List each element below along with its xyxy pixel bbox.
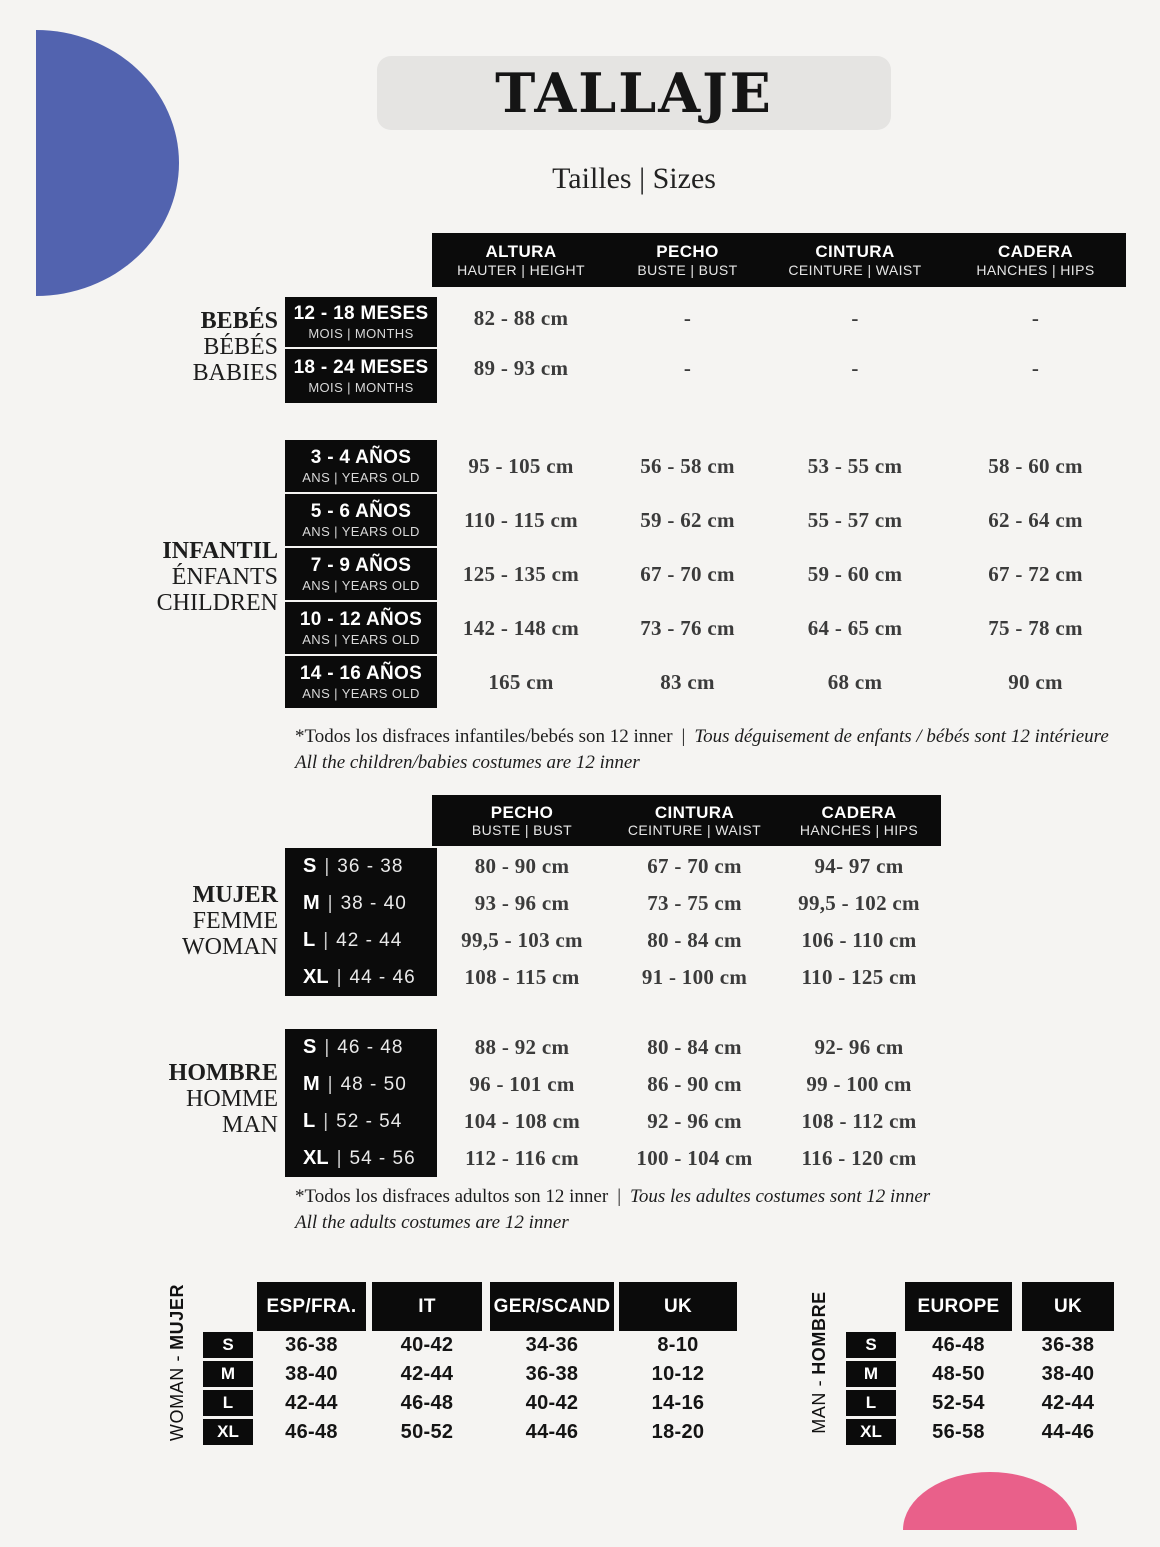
kids-footnote-es: *Todos los disfraces infantiles/bebés son 12 inner: [295, 726, 673, 747]
size-badge-l: L: [846, 1390, 896, 1416]
header-waist-fr-en: CEINTURE | WAIST: [627, 822, 762, 839]
conversion-cell: 38-40: [285, 1362, 338, 1385]
babies-label-es: BEBÉS: [200, 308, 278, 334]
conversion-cell: 40-42: [400, 1333, 454, 1356]
age-range-sub: MOIS | MONTHS: [308, 379, 414, 395]
waist-cell: -: [851, 355, 859, 380]
hips-cell: 94- 97 cm: [814, 854, 904, 878]
age-range: 10 - 12 AÑOS: [299, 608, 423, 630]
size-letter: XL: [303, 966, 329, 988]
header-hips-fr-en: HANCHES | HIPS: [976, 261, 1095, 278]
adult-footnote-en: All the adults costumes are 12 inner: [295, 1212, 569, 1233]
conversion-cell: 36-38: [285, 1333, 338, 1356]
babies-group-label: [40, 308, 278, 386]
size-range: 38 - 40: [340, 892, 407, 914]
height-cell: 165 cm: [488, 669, 554, 694]
table-row-children-3: [432, 560, 1126, 588]
hips-cell: 58 - 60 cm: [988, 453, 1083, 478]
conversion-cell: 48-50: [932, 1362, 985, 1385]
size-range: 46 - 48: [337, 1036, 404, 1058]
table-row-children-1: [432, 452, 1126, 480]
age-range: 3 - 4 AÑOS: [310, 446, 412, 468]
header-hips: [945, 242, 1126, 278]
waist-cell: 86 - 90 cm: [647, 1072, 742, 1096]
waist-cell: 100 - 104 cm: [636, 1146, 753, 1170]
header-hips-es: CADERA: [821, 802, 897, 822]
age-range-sub: ANS | YEARS OLD: [302, 523, 420, 539]
kids-footnote-fr: Tous déguisement de enfants / bébés sont 12 intérieure: [694, 726, 1109, 747]
size-row-s: [285, 848, 437, 885]
age-range: 7 - 9 AÑOS: [310, 554, 412, 576]
conversion-cell: 42-44: [1041, 1391, 1095, 1414]
header-hips: [777, 803, 941, 839]
babies-label-fr: BÉBÉS: [203, 334, 278, 360]
vertical-label-bold: HOMBRE: [808, 1290, 829, 1375]
size-row-m: [285, 1066, 437, 1103]
header-waist-es: CINTURA: [654, 802, 735, 822]
header-hips-fr-en: HANCHES | HIPS: [799, 822, 919, 839]
conversion-cell: 42-44: [400, 1362, 454, 1385]
children-label-en: CHILDREN: [156, 590, 278, 616]
size-range: 54 - 56: [349, 1147, 416, 1169]
children-group-label: [40, 538, 278, 616]
size-badge-m: M: [203, 1361, 253, 1387]
chest-cell: 93 - 96 cm: [474, 891, 570, 915]
height-cell: 142 - 148 cm: [462, 615, 580, 640]
height-cell: 82 - 88 cm: [473, 305, 569, 330]
chest-cell: 59 - 62 cm: [640, 507, 735, 532]
age-range-sub: ANS | YEARS OLD: [302, 469, 420, 485]
pink-half-circle-decoration: [903, 1472, 1077, 1530]
age-range-sub: ANS | YEARS OLD: [302, 631, 420, 647]
size-badge-l: L: [203, 1390, 253, 1416]
women-label-fr: FEMME: [192, 908, 278, 934]
size-separator: |: [324, 855, 330, 877]
chest-cell: 73 - 76 cm: [640, 615, 735, 640]
vertical-label-text: [168, 1283, 189, 1440]
size-separator: |: [324, 1036, 330, 1058]
conversion-header-uk: UK: [1022, 1282, 1114, 1331]
woman-conversion-vertical-label: [150, 1281, 206, 1443]
age-box-12-18-months: [285, 297, 437, 347]
hips-cell: 67 - 72 cm: [988, 561, 1083, 586]
men-label-en: MAN: [221, 1112, 278, 1138]
age-box-18-24-months: [285, 349, 437, 403]
chest-cell: 99,5 - 103 cm: [461, 928, 583, 952]
size-letter: L: [303, 1110, 316, 1132]
conversion-cell: 36-38: [1041, 1333, 1095, 1356]
conversion-cell: 36-38: [525, 1362, 579, 1385]
size-range: 36 - 38: [337, 855, 404, 877]
size-letter: M: [303, 892, 320, 914]
size-range: 52 - 54: [336, 1110, 403, 1132]
conversion-cell: 14-16: [651, 1391, 705, 1414]
hips-cell: 75 - 78 cm: [988, 615, 1083, 640]
hips-cell: 92- 96 cm: [814, 1035, 904, 1059]
table-row-women-l: [432, 927, 941, 954]
chest-cell: 112 - 116 cm: [465, 1146, 579, 1170]
size-separator: |: [323, 1110, 329, 1132]
men-group-label: [40, 1060, 278, 1138]
age-box-7-9-years: [285, 548, 437, 600]
table-row-babies-1: [432, 304, 1126, 332]
hips-cell: 99,5 - 102 cm: [798, 891, 920, 915]
age-range-sub: MOIS | MONTHS: [308, 325, 414, 341]
age-range: 5 - 6 AÑOS: [310, 500, 412, 522]
size-separator: |: [327, 1073, 333, 1095]
title-banner: [377, 56, 891, 130]
chest-cell: -: [683, 305, 692, 330]
size-letter: XL: [303, 1147, 329, 1169]
size-letter: S: [303, 855, 317, 877]
height-cell: 125 - 135 cm: [462, 561, 580, 586]
children-label-fr: ÉNFANTS: [171, 564, 278, 590]
header-chest: [610, 242, 765, 278]
size-range: 48 - 50: [340, 1073, 407, 1095]
height-cell: 110 - 115 cm: [464, 507, 578, 532]
table-row-women-m: [432, 890, 941, 917]
age-box-14-16-years: [285, 656, 437, 708]
table-row-men-l: [432, 1108, 941, 1135]
header-height: [432, 242, 610, 278]
adult-footnote-line1: [295, 1184, 930, 1210]
height-cell: 95 - 105 cm: [468, 453, 574, 478]
waist-cell: 67 - 70 cm: [647, 854, 742, 878]
conversion-cell: 34-36: [525, 1333, 579, 1356]
header-waist: [612, 803, 777, 839]
waist-cell: -: [851, 305, 859, 330]
conversion-cell: 44-46: [525, 1420, 579, 1443]
conversion-cell: 42-44: [285, 1391, 338, 1414]
header-chest-es: PECHO: [656, 242, 719, 262]
header-hips-es: CADERA: [997, 242, 1074, 262]
age-box-10-12-years: [285, 602, 437, 654]
header-waist-fr-en: CEINTURE | WAIST: [788, 261, 922, 278]
conversion-cell: 46-48: [285, 1420, 338, 1443]
table-row-children-4: [432, 614, 1126, 642]
conversion-cell: 40-42: [525, 1391, 579, 1414]
women-size-box: [285, 848, 437, 996]
size-row-s: [285, 1029, 437, 1066]
babies-label-en: BABIES: [192, 360, 278, 386]
age-range: 18 - 24 MESES: [293, 356, 429, 378]
women-label-es: MUJER: [192, 882, 278, 908]
hips-cell: 116 - 120 cm: [801, 1146, 917, 1170]
waist-cell: 59 - 60 cm: [807, 561, 903, 586]
size-letter: M: [303, 1073, 320, 1095]
chest-cell: 80 - 90 cm: [474, 854, 570, 878]
age-range-sub: ANS | YEARS OLD: [302, 685, 420, 701]
waist-cell: 91 - 100 cm: [641, 965, 748, 989]
hips-cell: 90 cm: [1008, 669, 1063, 694]
footnote-separator: |: [617, 1186, 621, 1207]
header-chest: [432, 803, 612, 839]
conversion-cell: 18-20: [651, 1420, 705, 1443]
adult-footnote: [295, 1184, 930, 1236]
size-badge-s: S: [203, 1332, 253, 1358]
age-range: 12 - 18 MESES: [293, 302, 429, 324]
size-row-l: [285, 922, 437, 959]
man-conversion-vertical-label: [791, 1281, 847, 1443]
waist-cell: 73 - 75 cm: [647, 891, 742, 915]
chest-cell: 83 cm: [660, 669, 715, 694]
hips-cell: 62 - 64 cm: [988, 507, 1083, 532]
header-chest-fr-en: BUSTE | BUST: [471, 822, 573, 839]
conversion-cell: 46-48: [400, 1391, 454, 1414]
conversion-header-it: IT: [372, 1282, 482, 1331]
page-title: TALLAJE: [495, 61, 773, 125]
height-cell: 89 - 93 cm: [473, 355, 569, 380]
table-row-children-2: [432, 506, 1126, 534]
size-row-m: [285, 885, 437, 922]
size-range: 44 - 46: [349, 966, 416, 988]
waist-cell: 55 - 57 cm: [807, 507, 903, 532]
header-height-es: ALTURA: [485, 242, 557, 262]
kids-footnote-en: All the children/babies costumes are 12 inner: [295, 752, 640, 773]
waist-cell: 80 - 84 cm: [647, 1035, 742, 1059]
waist-cell: 53 - 55 cm: [807, 453, 903, 478]
women-label-en: WOMAN: [182, 934, 278, 960]
adult-table-header: [432, 795, 941, 846]
conversion-cell: 46-48: [932, 1333, 985, 1356]
size-letter: L: [303, 929, 316, 951]
age-box-3-4-years: [285, 440, 437, 492]
vertical-label-bold: MUJER: [167, 1283, 188, 1350]
chest-cell: 56 - 58 cm: [640, 453, 735, 478]
conversion-header-europe: EUROPE: [905, 1282, 1012, 1331]
age-range: 14 - 16 AÑOS: [299, 662, 423, 684]
age-box-5-6-years: [285, 494, 437, 546]
waist-cell: 80 - 84 cm: [647, 928, 742, 952]
chest-cell: 108 - 115 cm: [464, 965, 580, 989]
women-group-label: [40, 882, 278, 960]
table-row-men-xl: [432, 1145, 941, 1172]
waist-cell: 68 cm: [827, 669, 883, 694]
age-range-sub: ANS | YEARS OLD: [302, 577, 420, 593]
size-row-xl: [285, 1140, 437, 1177]
children-label-es: INFANTIL: [162, 538, 278, 564]
conversion-cell: 8-10: [657, 1333, 699, 1356]
size-badge-xl: XL: [846, 1419, 896, 1445]
table-row-men-s: [432, 1034, 941, 1061]
chest-cell: 104 - 108 cm: [463, 1109, 581, 1133]
kids-footnote: [295, 724, 1109, 776]
waist-cell: 64 - 65 cm: [807, 615, 903, 640]
table-row-women-s: [432, 853, 941, 880]
adult-footnote-fr: Tous les adultes costumes sont 12 inner: [630, 1186, 931, 1207]
chest-cell: 67 - 70 cm: [640, 561, 735, 586]
kids-footnote-line1: [295, 724, 1109, 750]
table-row-men-m: [432, 1071, 941, 1098]
size-separator: |: [323, 929, 329, 951]
size-separator: |: [336, 1147, 342, 1169]
size-range: 42 - 44: [336, 929, 403, 951]
conversion-cell: 56-58: [932, 1420, 985, 1443]
conversion-header-ger-scand: GER/SCAND: [490, 1282, 614, 1331]
hips-cell: 106 - 110 cm: [801, 928, 917, 952]
men-label-es: HOMBRE: [168, 1060, 278, 1086]
size-separator: |: [327, 892, 333, 914]
hips-cell: 110 - 125 cm: [801, 965, 917, 989]
conversion-header-uk: UK: [619, 1282, 737, 1331]
conversion-cell: 50-52: [400, 1420, 454, 1443]
size-badge-s: S: [846, 1332, 896, 1358]
hips-cell: 99 - 100 cm: [806, 1072, 912, 1096]
conversion-header-esp-fra: ESP/FRA.: [257, 1282, 366, 1331]
table-row-women-xl: [432, 964, 941, 991]
chest-cell: 88 - 92 cm: [474, 1035, 570, 1059]
header-chest-fr-en: BUSTE | BUST: [637, 261, 738, 278]
size-separator: |: [336, 966, 342, 988]
size-badge-m: M: [846, 1361, 896, 1387]
size-row-l: [285, 1103, 437, 1140]
men-size-box: [285, 1029, 437, 1177]
conversion-cell: 38-40: [1041, 1362, 1095, 1385]
conversion-cell: 52-54: [932, 1391, 985, 1414]
header-waist: [765, 242, 945, 278]
size-letter: S: [303, 1036, 317, 1058]
hips-cell: -: [1031, 355, 1040, 380]
kids-table-header: [432, 233, 1126, 287]
hips-cell: -: [1031, 305, 1040, 330]
vertical-label-plain: MAN -: [808, 1379, 829, 1434]
vertical-label-text: [809, 1291, 830, 1434]
table-row-babies-2: [432, 354, 1126, 382]
table-row-children-5: [432, 668, 1126, 696]
waist-cell: 92 - 96 cm: [647, 1109, 742, 1133]
blue-half-circle-decoration: [36, 30, 179, 296]
chest-cell: -: [683, 355, 692, 380]
page-subtitle: Tailles | Sizes: [552, 162, 716, 195]
chest-cell: 96 - 101 cm: [469, 1072, 575, 1096]
footnote-separator: |: [681, 726, 686, 747]
vertical-label-plain: WOMAN -: [167, 1354, 188, 1441]
size-badge-xl: XL: [203, 1419, 253, 1445]
header-chest-es: PECHO: [490, 802, 554, 822]
size-row-xl: [285, 959, 437, 996]
header-height-fr-en: HAUTER | HEIGHT: [457, 261, 585, 278]
hips-cell: 108 - 112 cm: [801, 1109, 917, 1133]
header-waist-es: CINTURA: [815, 242, 895, 262]
men-label-fr: HOMME: [185, 1086, 278, 1112]
conversion-cell: 10-12: [651, 1362, 705, 1385]
conversion-cell: 44-46: [1041, 1420, 1095, 1443]
adult-footnote-es: *Todos los disfraces adultos son 12 inner: [295, 1186, 609, 1207]
